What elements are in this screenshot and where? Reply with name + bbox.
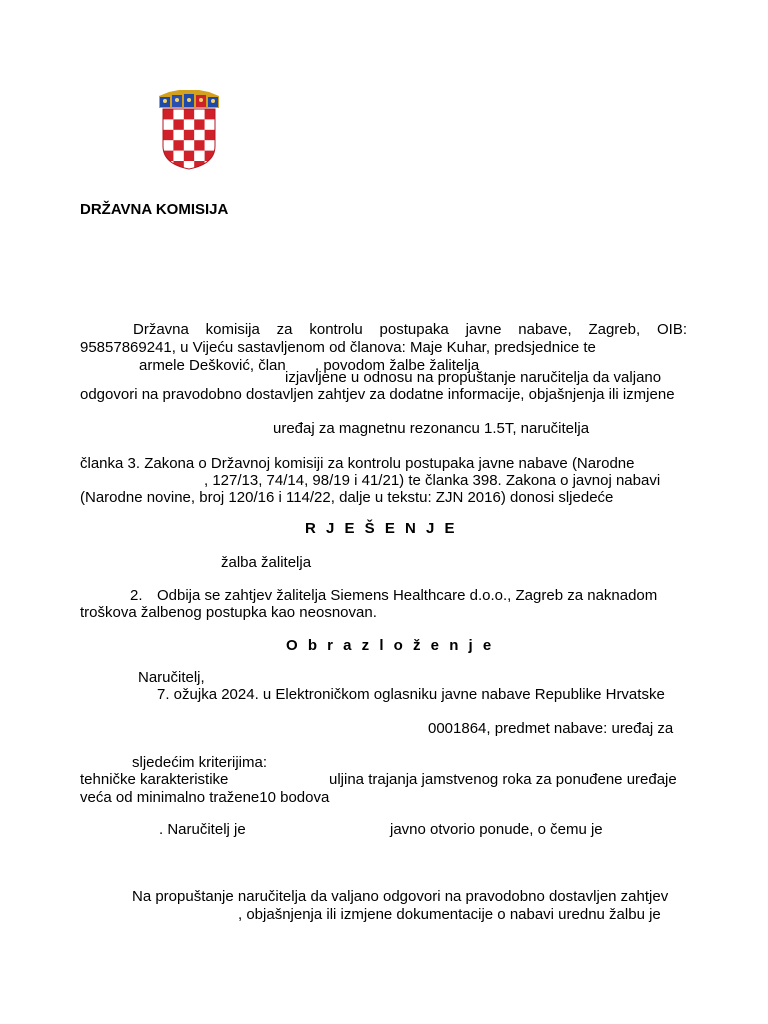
intro-line-8: , 127/13, 74/14, 98/19 i 41/21) te članka 398. Zakona o javnoj nabavi [204,472,661,489]
page-title: DRŽAVNA KOMISIJA [80,201,229,218]
ruling-point-2-line-1: Odbija se zahtjev žalitelja Siemens Healthcare d.o.o., Zagreb za naknadom [157,587,658,604]
intro-line-4: izjavljene u odnosu na propuštanje naručitelja da valjano [285,369,662,386]
intro-line-9: (Narodne novine, broj 120/16 i 114/22, dalje u tekstu: ZJN 2016) donosi sljedeće [80,489,614,506]
checkered-shield [163,109,215,170]
crown [159,90,219,108]
reasoning-line-1: Naručitelj, [138,669,205,686]
reasoning-line-8: Na propuštanje naručitelja da valjano odgovori na pravodobno dostavljen zahtjev [132,888,669,905]
reasoning-line-6: veća od minimalno tražene10 bodova [80,789,330,806]
coat-of-arms-logo [157,90,221,170]
reasoning-line-3: 0001864, predmet nabave: uređaj za [428,720,674,737]
reasoning-line-2: 7. ožujka 2024. u Elektroničkom oglasniku javne nabave Republike Hrvatske [157,686,665,703]
reasoning-line-7a: . Naručitelj je [159,821,246,838]
reasoning-line-4: sljedećim kriterijima: [132,754,268,771]
intro-line-7: članka 3. Zakona o Državnoj komisiji za kontrolu postupaka javne nabave (Narodne [80,455,635,472]
intro-line-1: Državna komisija za kontrolu postupaka javne nabave, Zagreb, OIB: [133,321,687,338]
intro-line-5: odgovori na pravodobno dostavljen zahtjev za dodatne informacije, objašnjenja ili izmjene [80,386,675,403]
intro-line-3b: , povodom žalbe žalitelja [315,357,480,374]
ruling-heading: R J E Š E N J E [305,520,458,537]
ruling-point-2-line-2: troškova žalbenog postupka kao neosnovan. [80,604,377,621]
intro-line-2: 95857869241, u Vijeću sastavljenom od članova: Maje Kuhar, predsjednice te [80,339,596,356]
reasoning-line-9: , objašnjenja ili izmjene dokumentacije o nabavi urednu žalbu je [238,906,661,923]
reasoning-line-5b: uljina trajanja jamstvenog roka za ponuđene uređaje [329,771,677,788]
intro-line-6: uređaj za magnetnu rezonancu 1.5T, naručitelja [273,420,590,437]
ruling-point-1: žalba žalitelja [221,554,312,571]
reasoning-line-7b: javno otvorio ponude, o čemu je [390,821,603,838]
ruling-point-2-number: 2. [130,587,143,604]
intro-line-3a: armele Dešković, član [139,357,286,374]
reasoning-line-5a: tehničke karakteristike [80,771,229,788]
reasoning-heading: O b r a z l o ž e n j e [286,637,495,654]
